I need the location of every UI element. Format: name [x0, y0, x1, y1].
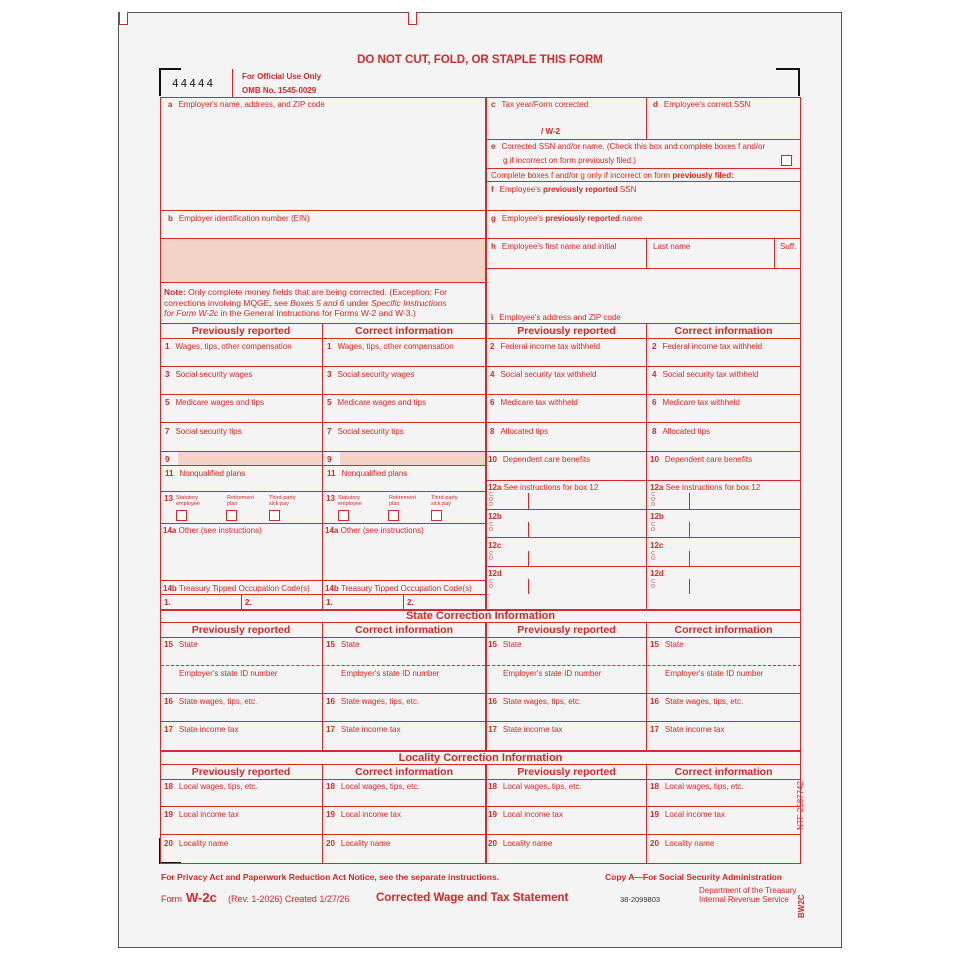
box-12a-prev: 12a See instructions for box 12: [488, 483, 599, 492]
local-19-c4: 19 Local income tax: [650, 810, 725, 819]
code-1-corr: 1.: [326, 598, 333, 607]
box-7-corr: 7 Social security tips: [327, 427, 404, 436]
code-label-12b-corr: C O: [651, 522, 655, 533]
state-header-prev-2: Previously reported: [517, 624, 616, 636]
box-10-corr: 10 Dependent care benefits: [650, 455, 753, 464]
box-14b-corr: 14b Treasury Tipped Occupation Code(s): [325, 584, 472, 593]
form-title: Corrected Wage and Tax Statement: [376, 892, 569, 904]
code-2-corr: 2.: [407, 598, 414, 607]
box-b-label: b Employer identification number (EIN): [168, 214, 310, 223]
code-label-12d-corr: C O: [651, 579, 655, 590]
suffix-label: Suff.: [780, 242, 797, 251]
box-h-label: h Employee's first name and initial: [491, 242, 617, 251]
box-8-prev: 8 Allocated tips: [490, 427, 549, 436]
omb-number: OMB No. 1545-0029: [242, 86, 317, 95]
box-9-corr-shade: [340, 452, 485, 465]
box-12c-corr: 12c: [650, 541, 664, 550]
code-label-12a-corr: C O D: [651, 492, 655, 508]
box-8-corr: 8 Allocated tips: [652, 427, 711, 436]
retirement-label-corr: Retirement plan: [389, 495, 416, 507]
locality-section-title: Locality Correction Information: [398, 752, 563, 764]
box-3-corr: 3 Social security wages: [327, 370, 415, 379]
locality-header-corr-1: Correct information: [354, 766, 453, 778]
box-7-prev: 7 Social security tips: [165, 427, 242, 436]
box-10-prev: 10 Dependent care benefits: [488, 455, 591, 464]
fg-note: Complete boxes f and/or g only if incorrect on form previously filed:: [491, 171, 734, 180]
box-i-label: i Employee's address and ZIP code: [491, 313, 621, 322]
form-revision: (Rev. 1-2026) Created 1/27/26: [228, 894, 350, 904]
corner-mark-tr: [776, 68, 800, 96]
local-19-c1: 19 Local income tax: [164, 810, 239, 819]
local-20-c1: 20 Locality name: [164, 839, 229, 848]
local-18-c1: 18 Local wages, tips, etc.: [164, 782, 258, 791]
thirdparty-label-corr: Third-party sick pay: [431, 495, 458, 507]
local-20-c2: 20 Locality name: [326, 839, 391, 848]
statutory-checkbox-corr[interactable]: [338, 510, 349, 521]
box-d-label: d Employee's correct SSN: [653, 100, 751, 109]
col-header-prev-left: Previously reported: [191, 325, 291, 337]
local-18-c4: 18 Local wages, tips, etc.: [650, 782, 744, 791]
box-f-label: f Employee's previously reported SSN: [491, 185, 637, 194]
irs-label: Internal Revenue Service: [699, 895, 789, 904]
local-20-c3: 20 Locality name: [488, 839, 553, 848]
alignment-mark-center: [408, 12, 417, 25]
box-12a-corr: 12a See instructions for box 12: [650, 483, 761, 492]
code-label-12a-prev: C O D: [489, 492, 493, 508]
box-12d-corr: 12d: [650, 569, 664, 578]
state-header-prev-1: Previously reported: [191, 624, 291, 636]
state-15-c3: 15 State: [488, 640, 522, 649]
box-5-prev: 5 Medicare wages and tips: [165, 398, 264, 407]
box-11-corr: 11 Nonqualified plans: [327, 469, 408, 478]
col-header-corr-left: Correct information: [354, 325, 453, 337]
box-12d-prev: 12d: [488, 569, 502, 578]
code-1-prev: 1.: [164, 598, 171, 607]
statutory-label-corr: Statutory employee: [338, 495, 362, 507]
locality-header-corr-2: Correct information: [674, 766, 773, 778]
box-2-corr: 2 Federal income tax withheld: [652, 342, 763, 351]
statutory-label-prev: Statutory employee: [176, 495, 200, 507]
state-17-c2: 17 State income tax: [326, 725, 401, 734]
thirdparty-checkbox-corr[interactable]: [431, 510, 442, 521]
state-15-c2: 15 State: [326, 640, 360, 649]
state-id-c3: Employer's state ID number: [503, 669, 602, 678]
box-c-label: c Tax year/Form corrected: [491, 100, 589, 109]
local-20-c4: 20 Locality name: [650, 839, 715, 848]
correct-ssn-field[interactable]: [648, 112, 798, 138]
box-6-corr: 6 Medicare tax withheld: [652, 398, 740, 407]
local-18-c3: 18 Local wages, tips, etc.: [488, 782, 582, 791]
thirdparty-label-prev: Third-party sick pay: [269, 495, 296, 507]
official-use-label: For Official Use Only: [242, 72, 322, 81]
alignment-mark-left: [119, 12, 128, 25]
box-11-prev: 11 Nonqualified plans: [165, 469, 246, 478]
box-12b-prev: 12b: [488, 512, 502, 521]
box-e-label: e Corrected SSN and/or name. (Check this box and complete boxes f and/or: [491, 142, 766, 151]
statutory-checkbox-prev[interactable]: [176, 510, 187, 521]
box-14a-prev: 14a Other (see instructions): [163, 526, 262, 535]
box-14a-corr: 14a Other (see instructions): [325, 526, 424, 535]
state-id-c2: Employer's state ID number: [341, 669, 440, 678]
state-15-c4: 15 State: [650, 640, 684, 649]
code-label-12c-corr: C O: [651, 551, 655, 562]
code-label-12c-prev: C O: [489, 551, 493, 562]
ntf-code: NTF 2587742: [796, 781, 805, 830]
state-section-title: State Correction Information: [405, 610, 556, 622]
state-15-c1: 15 State: [164, 640, 198, 649]
state-16-c3: 16 State wages, tips, etc.: [488, 697, 582, 706]
state-header-corr-2: Correct information: [674, 624, 773, 636]
col-header-prev-right: Previously reported: [517, 325, 616, 337]
box-1-corr: 1 Wages, tips, other compensation: [327, 342, 454, 351]
copy-a-label: Copy A—For Social Security Administration: [605, 872, 782, 882]
box-9-prev: 9: [165, 455, 170, 464]
locality-header-prev-1: Previously reported: [191, 766, 291, 778]
catalog-number: 38-2099803: [620, 895, 661, 904]
box-14b-prev: 14b Treasury Tipped Occupation Code(s): [163, 584, 310, 593]
box-12c-prev: 12c: [488, 541, 502, 550]
bw2c-code: BW2C: [797, 894, 806, 918]
dept-treasury: Department of the Treasury: [699, 886, 797, 895]
thirdparty-checkbox-prev[interactable]: [269, 510, 280, 521]
form-label: Form: [161, 894, 182, 904]
state-header-corr-1: Correct information: [354, 624, 453, 636]
control-number: 44444: [172, 77, 216, 90]
code-label-12d-prev: C O: [489, 579, 493, 590]
code-2-prev: 2.: [245, 598, 252, 607]
box-13-corr-num: 13: [326, 494, 335, 503]
box-3-prev: 3 Social security wages: [165, 370, 253, 379]
employer-name-field[interactable]: [162, 112, 484, 210]
do-not-cut-warning: DO NOT CUT, FOLD, OR STAPLE THIS FORM: [357, 54, 603, 66]
box-9-corr: 9: [327, 455, 332, 464]
box-1-prev: 1 Wages, tips, other compensation: [165, 342, 292, 351]
state-17-c4: 17 State income tax: [650, 725, 725, 734]
retirement-checkbox-corr[interactable]: [388, 510, 399, 521]
local-19-c3: 19 Local income tax: [488, 810, 563, 819]
locality-header-prev-2: Previously reported: [517, 766, 616, 778]
col-header-corr-right: Correct information: [674, 325, 773, 337]
retirement-label-prev: Retirement plan: [227, 495, 254, 507]
local-18-c2: 18 Local wages, tips, etc.: [326, 782, 420, 791]
corrected-ssn-checkbox[interactable]: [781, 155, 792, 166]
box-g-label: g Employee's previously reported name: [491, 214, 643, 223]
box-9-prev-shade: [178, 452, 321, 465]
state-17-c3: 17 State income tax: [488, 725, 563, 734]
box-13-prev-num: 13: [164, 494, 173, 503]
box-2-prev: 2 Federal income tax withheld: [490, 342, 601, 351]
ein-field[interactable]: [162, 225, 484, 238]
box-5-corr: 5 Medicare wages and tips: [327, 398, 426, 407]
code-label-12b-prev: C O: [489, 522, 493, 533]
box-12b-corr: 12b: [650, 512, 664, 521]
state-16-c1: 16 State wages, tips, etc.: [164, 697, 258, 706]
box-e-label-2: g if incorrect on form previously filed.): [503, 156, 636, 165]
box-4-prev: 4 Social security tax withheld: [490, 370, 597, 379]
local-19-c2: 19 Local income tax: [326, 810, 401, 819]
box-6-prev: 6 Medicare tax withheld: [490, 398, 578, 407]
state-id-c1: Employer's state ID number: [179, 669, 278, 678]
box-a-label: a Employer's name, address, and ZIP code: [168, 100, 325, 109]
tax-year-field[interactable]: [488, 112, 644, 138]
state-17-c1: 17 State income tax: [164, 725, 239, 734]
state-16-c2: 16 State wages, tips, etc.: [326, 697, 420, 706]
note-text: Note: Only complete money fields that are being corrected. (Exception: For corrections involving MQGE, see Boxes 5 and 6 under Specific Instructions for Form W-2c in the General Instructions for Forms W-2 and W-3.): [164, 287, 447, 318]
privacy-notice: For Privacy Act and Paperwork Reduction Act Notice, see the separate instructions.: [161, 872, 500, 882]
retirement-checkbox-prev[interactable]: [226, 510, 237, 521]
shaded-area: [161, 239, 485, 282]
box-4-corr: 4 Social security tax withheld: [652, 370, 759, 379]
w2-corrected-text: / W-2: [541, 127, 560, 136]
state-16-c4: 16 State wages, tips, etc.: [650, 697, 744, 706]
state-id-c4: Employer's state ID number: [665, 669, 764, 678]
form-name: W-2c: [186, 890, 217, 905]
last-name-label: Last name: [653, 242, 691, 251]
